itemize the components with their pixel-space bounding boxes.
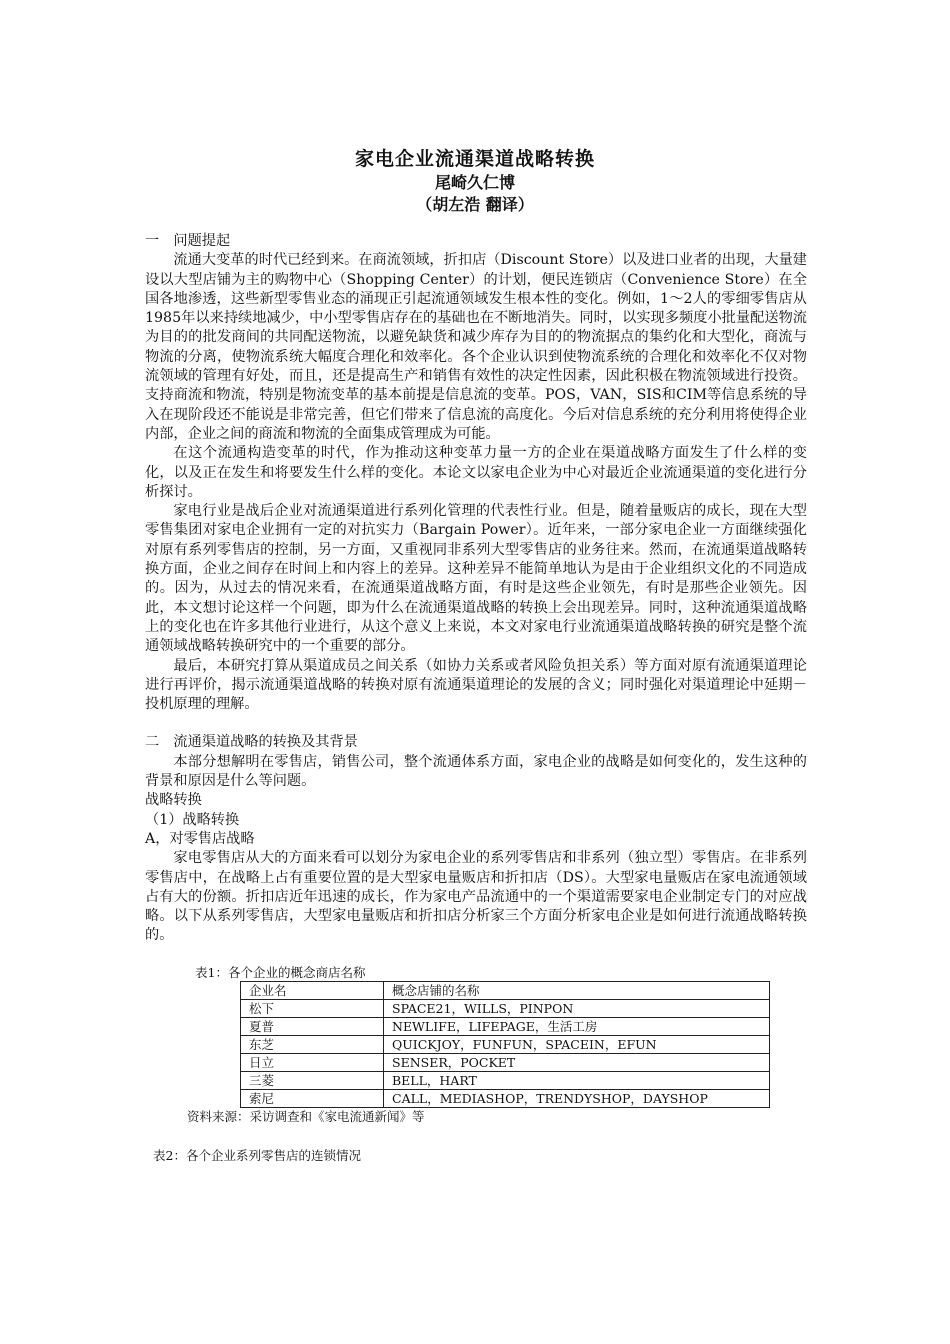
table-row (241, 1053, 770, 1071)
table-cell: 三菱 (241, 1071, 384, 1089)
paragraph: 流通大变革的时代已经到来。在商流领域，折扣店（Discount Store）以及进口业者的出现，大量建设以大型店铺为主的购物中心（Shopping Center）的计划，便民连锁店（Convenience Store）在全国各地渗透，这些新型零售业态的涌现正引起流通领域发生根本性的变化。例如，1～2人的零细零售店从1985年以来持续地减少，中小型零售店存在的基础也在不断地消失。同时，以实现多频度小批量配送物流为目的的批发商间的共同配送物流，以避免缺货和减少库存为目的的物流据点的集约化和大型化，商流与物流的分离，使物流系统大幅度合理化和效率化。各个企业认识到使物流系统的合理化和效率化不仅对物流领域的管理有好处，而且，还是提高生产和销售有效性的决定性因素，因此积极在物流领域进行投资。支持商流和物流，特别是物流变革的基本前提是信息流的变革。POS，VAN，SIS和CIM等信息系统的导入在现阶段还不能说是非常完善，但它们带来了信息流的高度化。今后对信息系统的充分利用将使得企业内部，企业之间的商流和物流的全面集成管理成为可能。 (145, 252, 807, 442)
section-heading: 一 问题提起 (145, 233, 231, 249)
table-cell: 夏普 (241, 1017, 384, 1035)
author: 尾崎久仁博 (434, 173, 515, 192)
subheading: （1）战略转换 (145, 811, 240, 828)
table-row (241, 1089, 770, 1107)
table-cell: 日立 (241, 1053, 384, 1071)
table-header-cell: 概念店铺的名称 (384, 981, 770, 999)
table-cell: NEWLIFE，LIFEPAGE，生活工房 (384, 1017, 770, 1035)
table-cell: 松下 (241, 999, 384, 1017)
table-source: 资料来源：采访调查和《家电流通新闻》等 (187, 1108, 425, 1124)
table-header-cell: 企业名 (241, 981, 384, 999)
subheading: A，对零售店战略 (145, 830, 255, 847)
concept-store-table (240, 981, 770, 1108)
paragraph: 最后，本研究打算从渠道成员之间关系（如协力关系或者风险负担关系）等方面对原有流通渠道理论进行再评价，揭示流通渠道战略的转换对原有流通渠道理论的发展的含义；同时强化对渠道理论中延期－投机原理的理解。 (145, 657, 807, 713)
paragraph: 本部分想解明在零售店，销售公司，整个流通体系方面，家电企业的战略是如何变化的，发生这种的背景和原因是什么等问题。 (145, 753, 807, 790)
table-row (241, 1017, 770, 1035)
subheading: 战略转换 (145, 792, 202, 809)
table-cell: 索尼 (241, 1089, 384, 1107)
table-cell: SPACE21，WILLS，PINPON (384, 999, 770, 1017)
document-title: 家电企业流通渠道战略转换 (354, 148, 595, 170)
table-cell: 东芝 (241, 1035, 384, 1053)
paragraph: 在这个流通构造变革的时代，作为推动这种变革力量一方的企业在渠道战略方面发生了什么样的变化，以及正在发生和将要发生什么样的变化。本论文以家电企业为中心对最近企业流通渠道的变化进行分析探讨。 (145, 445, 807, 500)
table-row (241, 999, 770, 1017)
paragraph: 家电行业是战后企业对流通渠道进行系列化管理的代表性行业。但是，随着量贩店的成长，现在大型零售集团对家电企业拥有一定的对抗实力（Bargain Power）。近年来，一部分家电企业一方面继续强化对原有系列零售店的控制，另一方面，又重视同非系列大型零售店的业务往来。然而，在流通渠道战略转换方面，企业之间存在时间上和内容上的差异。这种差异不能简单地认为是由于企业组织文化的不同造成的。因为，从过去的情况来看，在流通渠道战略方面，有时是这些企业领先，有时是那些企业领先。因此，本文想讨论这样一个问题，即为什么在流通渠道战略的转换上会出现差异。同时，这种流通渠道战略上的变化也在许多其他行业进行，从这个意义上来说，本文对家电行业流通渠道战略转换的研究是整个流通领域战略转换研究中的一个重要的部分。 (145, 503, 807, 655)
table-row (241, 1035, 770, 1053)
table-cell: SENSER，POCKET (384, 1053, 770, 1071)
table-caption: 表1：各个企业的概念商店名称 (195, 964, 366, 980)
paragraph: 家电零售店从大的方面来看可以划分为家电企业的系列零售店和非系列（独立型）零售店。在非系列零售店中，在战略上占有重要位置的是大型家电量贩店和折扣店（DS）。大型家电量贩店在家电流通领域占有大的份额。折扣店近年迅速的成长，作为家电产品流通中的一个渠道需要家电企业制定专门的对应战略。以下从系列零售店，大型家电量贩店和折扣店分析家三个方面分析家电企业是如何进行流通战略转换的。 (145, 850, 807, 944)
document-body (145, 232, 807, 1164)
table-row (241, 1071, 770, 1089)
table-cell: CALL，MEDIASHOP，TRENDYSHOP，DAYSHOP (384, 1089, 770, 1107)
title-block (145, 146, 805, 216)
section-heading: 二 流通渠道战略的转换及其背景 (145, 734, 358, 751)
table-cell: QUICKJOY，FUNFUN，SPACEIN，EFUN (384, 1035, 770, 1053)
table-header-row (241, 981, 770, 999)
translator: （胡左浩 翻译） (416, 195, 534, 214)
table-caption: 表2：各个企业系列零售店的连锁情况 (153, 1147, 361, 1163)
table-cell: BELL，HART (384, 1071, 770, 1089)
